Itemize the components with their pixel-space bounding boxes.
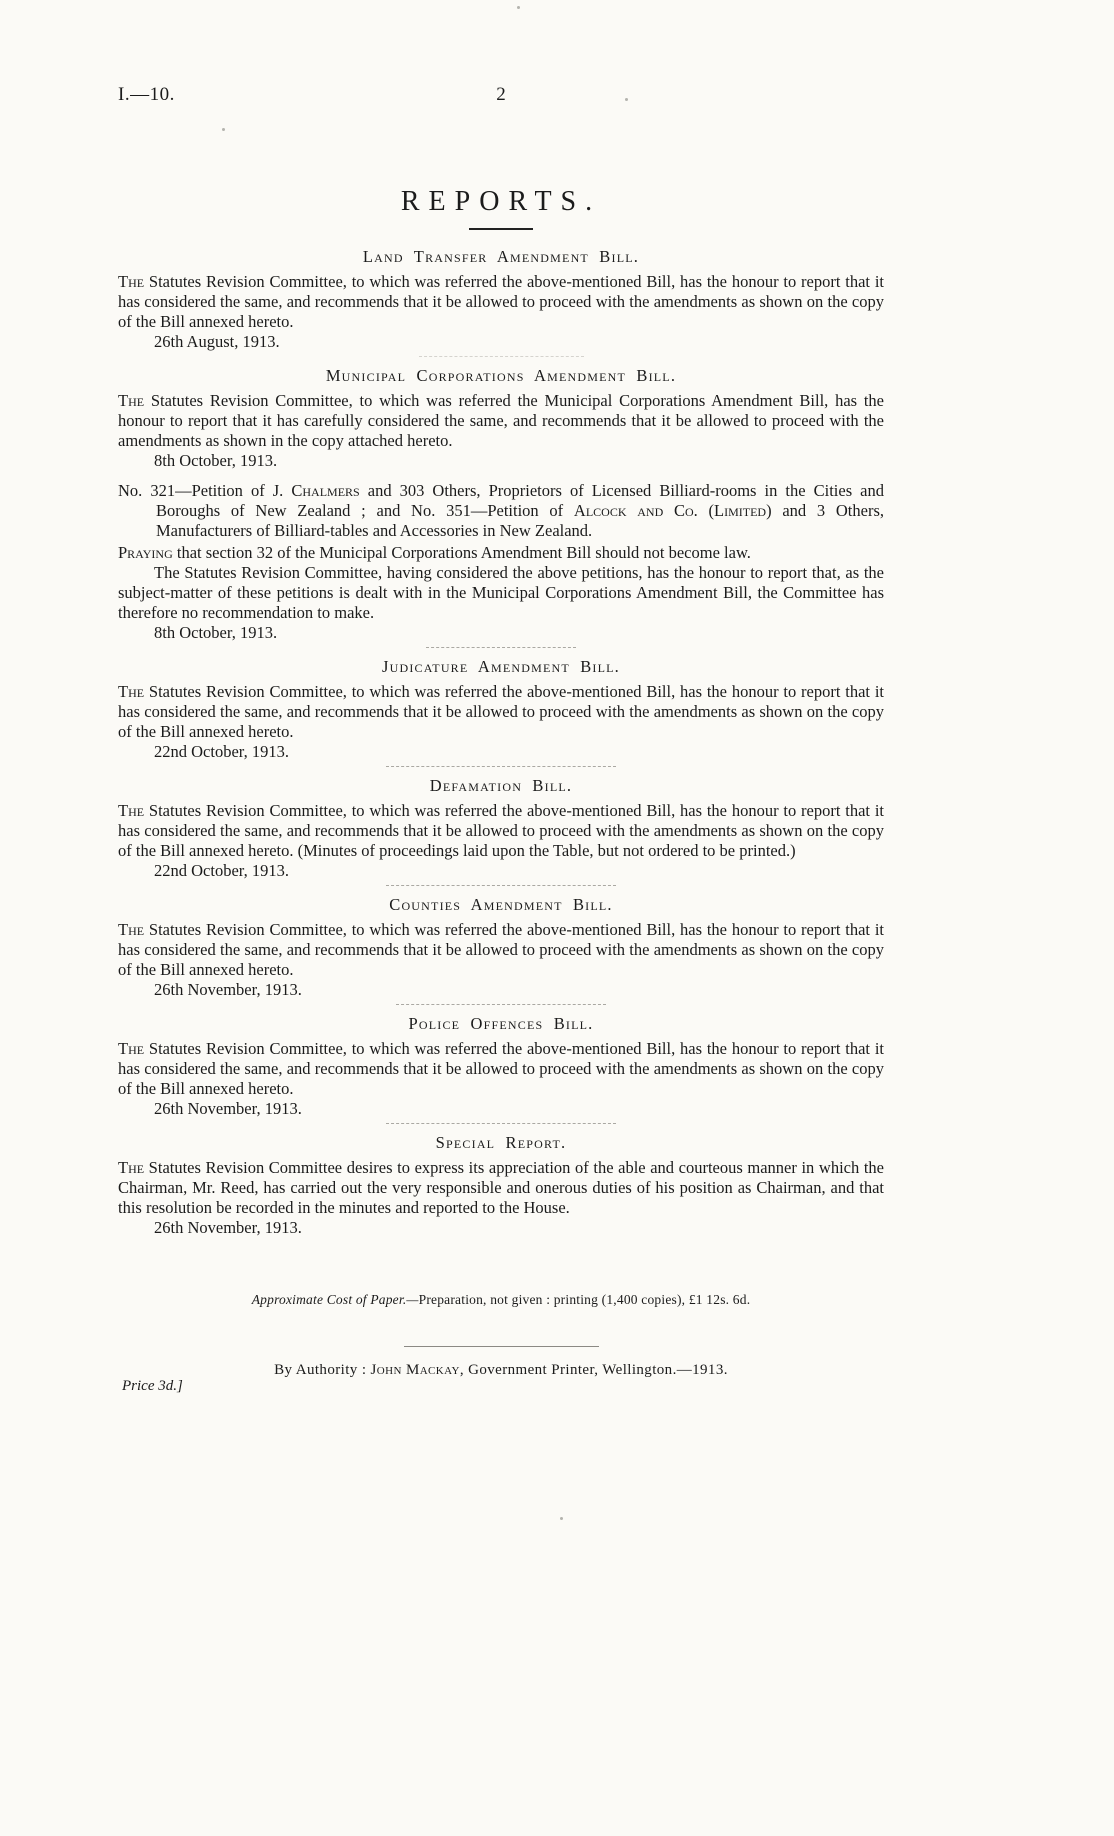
report-section-defamation xyxy=(118,775,884,881)
cost-note-detail: Preparation, not given : printing (1,400 copies), £1 12s. 6d. xyxy=(418,1292,751,1307)
report-section-municipal-corporations xyxy=(118,365,884,471)
section-date: 26th November, 1913. xyxy=(154,1218,302,1237)
petition-date: 8th October, 1913. xyxy=(154,623,278,642)
section-heading: Land Transfer Amendment Bill. xyxy=(362,247,640,266)
report-section-special-report xyxy=(118,1132,884,1238)
section-heading: Judicature Amendment Bill. xyxy=(382,657,620,676)
paragraph-text: that section 32 of the Municipal Corporations Amendment Bill should not become law. xyxy=(172,543,751,562)
report-section-judicature xyxy=(118,656,884,762)
petition-block xyxy=(118,481,884,643)
section-paragraph xyxy=(118,391,884,451)
paragraph-text: Statutes Revision Committee desires to express its appreciation of the able and courteous manner in which the Chairman, Mr. Reed, has carried out the very responsible and onerous duties of his position as Chairman, and that this resolution be recorded in the minutes and reported to the House. xyxy=(118,1158,884,1217)
document-content xyxy=(118,0,884,1238)
paragraph-lead: The xyxy=(118,1158,145,1177)
paragraph-text: Statutes Revision Committee, to which was referred the above-mentioned Bill, has the honour to report that it has considered the same, and recommends that it be allowed to proceed with the amendments as shown on the copy of the Bill annexed hereto. xyxy=(118,272,884,331)
paragraph-text: Statutes Revision Committee, to which was referred the above-mentioned Bill, has the honour to report that it has considered the same, and recommends that it be allowed to proceed with the amendments as shown on the copy of the Bill annexed hereto. xyxy=(118,920,884,979)
petitioner-name: Alcock and Co. (Limited) xyxy=(573,501,772,520)
section-divider xyxy=(396,1004,606,1005)
petitioner-name: J. Chalmers xyxy=(272,481,360,500)
section-divider xyxy=(386,885,616,886)
section-paragraph xyxy=(118,920,884,980)
cost-note-title: Approximate Cost of Paper.— xyxy=(251,1292,419,1307)
section-divider xyxy=(386,1123,616,1124)
petition-paragraph xyxy=(118,481,884,541)
authority-line xyxy=(118,1362,884,1379)
paragraph-lead: The xyxy=(118,272,145,291)
paragraph-lead: The xyxy=(118,1039,145,1058)
section-paragraph xyxy=(118,272,884,332)
paragraph-lead: The xyxy=(118,801,145,820)
petition-text: No. 321—Petition of xyxy=(118,481,273,500)
cost-note xyxy=(118,1292,884,1308)
section-heading: Municipal Corporations Amendment Bill. xyxy=(325,366,677,385)
section-heading: Counties Amendment Bill. xyxy=(389,895,613,914)
title-rule xyxy=(469,228,533,230)
price-note: Price 3d.] xyxy=(122,1378,183,1394)
paragraph-text: Statutes Revision Committee, to which was referred the above-mentioned Bill, has the honour to report that it has considered the same, and recommends that it be allowed to proceed with the amendments as shown on the copy of the Bill annexed hereto. xyxy=(118,1039,884,1098)
doc-reference: I.—10. xyxy=(118,84,175,105)
paragraph-text: Statutes Revision Committee, to which was referred the Municipal Corporations Amendment Bill, has the honour to report that it has carefully considered the same, and recommends that it be allowed to proceed with the amendments as shown in the copy attached hereto. xyxy=(118,391,884,450)
paragraph-text: Statutes Revision Committee, to which was referred the above-mentioned Bill, has the honour to report that it has considered the same, and recommends that it be allowed to proceed with the amendments as shown on the copy of the Bill annexed hereto. (Minutes of proceedings laid upon the Table, but not ordered to be printed.) xyxy=(118,801,884,860)
report-section-counties xyxy=(118,894,884,1000)
section-paragraph xyxy=(118,1158,884,1218)
section-heading: Police Offences Bill. xyxy=(408,1014,594,1033)
report-section-police-offences xyxy=(118,1013,884,1119)
section-paragraph xyxy=(118,1039,884,1099)
scan-speck xyxy=(560,1517,563,1520)
section-date: 22nd October, 1913. xyxy=(154,861,289,880)
section-date: 26th November, 1913. xyxy=(154,1099,302,1118)
section-divider xyxy=(386,766,616,767)
section-date: 26th November, 1913. xyxy=(154,980,302,999)
authority-rule xyxy=(404,1346,599,1347)
section-date: 8th October, 1913. xyxy=(154,451,278,470)
petition-prayer xyxy=(118,543,884,563)
section-divider xyxy=(419,356,584,357)
printer-name: John Mackay xyxy=(370,1362,460,1378)
section-divider xyxy=(426,647,576,648)
section-paragraph xyxy=(118,801,884,861)
document-title: REPORTS. xyxy=(400,186,602,217)
page-number: 2 xyxy=(496,84,506,105)
section-heading: Special Report. xyxy=(435,1133,567,1152)
paragraph-lead: The xyxy=(118,920,145,939)
paragraph-lead: The xyxy=(118,391,145,410)
section-heading: Defamation Bill. xyxy=(429,776,573,795)
section-paragraph xyxy=(118,682,884,742)
petition-text: and 303 Others, Proprietors of Licensed Billiard-rooms in the Cities and Boroughs of New Zealand ; and No. 351—Petition of xyxy=(156,481,884,520)
petition-text: and 3 Others, Manufacturers of Billiard-tables and Accessories in New Zealand. xyxy=(156,501,885,540)
authority-prefix: By Authority : xyxy=(274,1362,371,1378)
section-date: 26th August, 1913. xyxy=(154,332,280,351)
petition-response: The Statutes Revision Committee, having considered the above petitions, has the honour to report that, as the subject-matter of these petitions is dealt with in the Municipal Corporations Amendment Bill, the Committee has therefore no recommendation to make. xyxy=(118,563,884,622)
authority-suffix: , Government Printer, Wellington.—1913. xyxy=(459,1362,728,1378)
paragraph-lead: The xyxy=(118,682,145,701)
report-section-land-transfer xyxy=(118,246,884,352)
section-date: 22nd October, 1913. xyxy=(154,742,289,761)
paragraph-lead: Praying xyxy=(118,543,173,562)
paragraph-text: Statutes Revision Committee, to which was referred the above-mentioned Bill, has the honour to report that it has considered the same, and recommends that it be allowed to proceed with the amendments as shown on the copy of the Bill annexed hereto. xyxy=(118,682,884,741)
